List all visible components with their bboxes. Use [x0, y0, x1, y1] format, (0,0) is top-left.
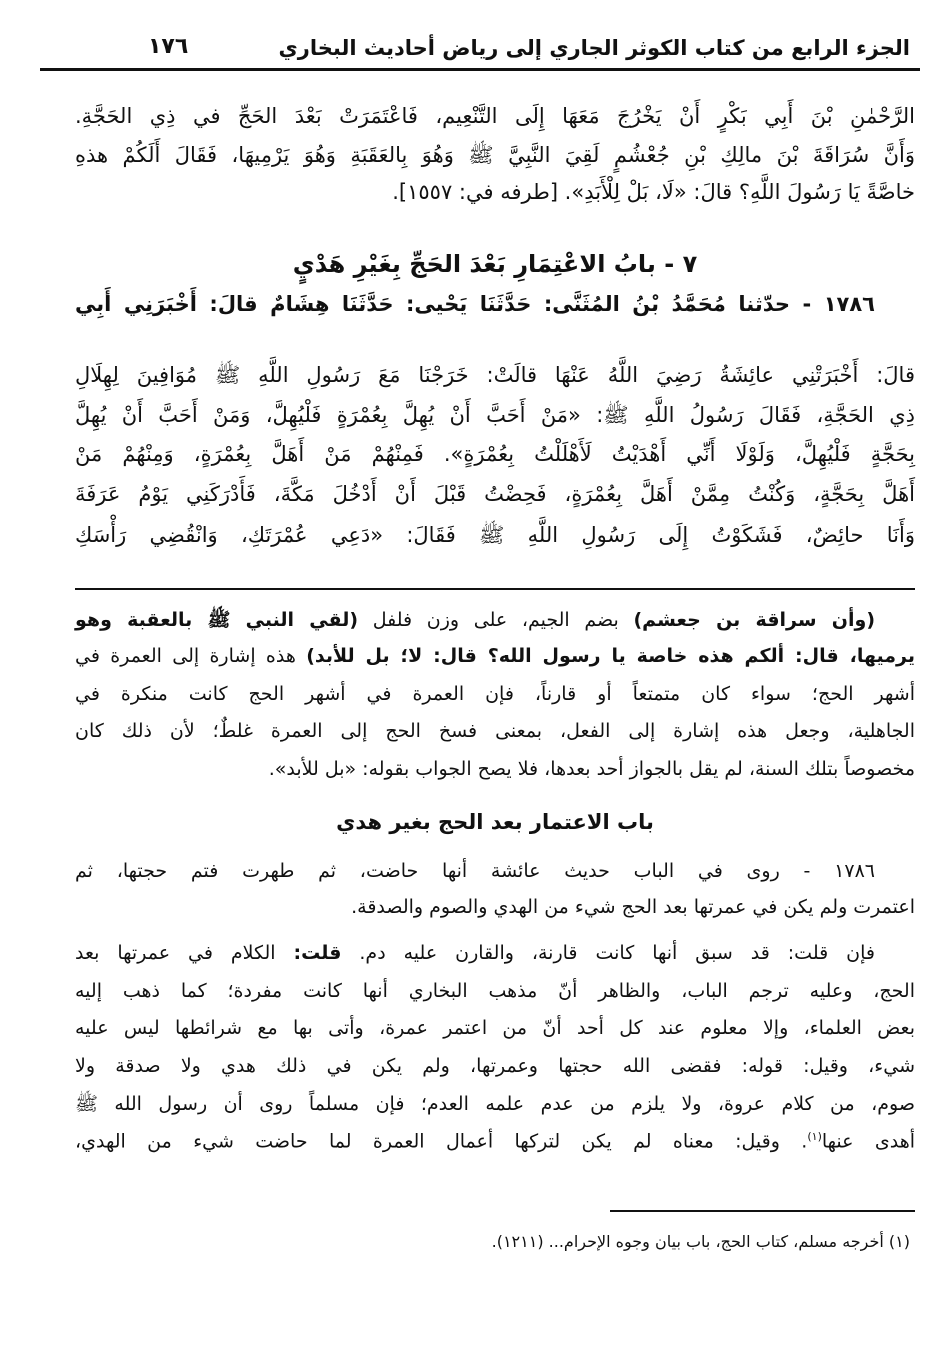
footnote-1: (١) أخرجه مسلم، كتاب الحج، باب بيان وجوه الإحرام... (١٢١١).: [491, 1232, 910, 1251]
commentary-line: [75, 683, 915, 705]
text: . وقيل: معناه لم يكن لتركها أعمال العمرة لما حاضت شيء من الهدي،: [75, 1130, 808, 1153]
bold-text: ١٧٨٦ - حدّثنا مُحَمَّدُ بْنُ المُثَنَّى: حَدَّثَنَا يَحْيى: حَدَّثَنَا هِشَامٌ قالَ: أَخْبَرَنِي أَبِي: [75, 292, 875, 316]
commentary-line: [75, 1017, 915, 1039]
commentary-line: [75, 896, 915, 918]
text: اعتمرت ولم يكن في عمرتها بعد الحج شيء من الهدي والصوم والصدقة.: [351, 896, 915, 918]
bold-text: (وأن سراقة بن جعشم): [633, 609, 876, 631]
text: ١٧٨٦ - روى في الباب حديث عائشة أنها حاضت، ثم طهرت فتم حجتها، ثم: [75, 860, 875, 882]
text: قالَ: أَخْبَرَتْنِي عائِشَةُ رَضِيَ اللَّهُ عَنْهَا قالَتْ: خَرَجْنَا مَعَ رَسُولِ اللَّهِ ﷺ مُوَافِينَ لِهِلَالِ: [75, 363, 915, 387]
matn-line: [75, 142, 915, 173]
hadith-line: [75, 292, 915, 316]
commentary-line: [75, 608, 915, 636]
hadith-line: [75, 442, 915, 466]
text: بعض العلماء، وإلا معلوم عند كل أحد أنّ من اعتمر عمرة، وأتى بها مع شرائطها ليس عليه: [75, 1017, 915, 1039]
header-rule: [40, 68, 920, 71]
commentary-line: [75, 758, 915, 780]
text: أهدى عنها: [821, 1130, 915, 1153]
commentary-line: [75, 645, 915, 667]
commentary-line: [75, 860, 915, 882]
text: الجاهلية، وجعل هذه إشارة إلى الفعل، بمعنى فسخ الحج إلى العمرة غلطٌ؛ لأن ذلك كان: [75, 720, 915, 742]
text: فإن قلت: قد سبق أنها كانت قارنة، والقارن عليه دم.: [341, 942, 875, 964]
footnote-rule: [610, 1210, 915, 1212]
text: أشهر الحج؛ سواء كان متمتعاً أو قارناً، فإن العمرة في أشهر الحج كانت منكرة في: [75, 683, 915, 705]
bold-text: يرميها، قال: ألكم هذه خاصة يا رسول الله؟ قال: لا؛ بل للأبد): [306, 645, 915, 667]
matn-line: [75, 180, 915, 204]
text: أَهَلَّ بِحَجَّةٍ، وَكُنْتُ مِمَّنْ أَهَلَّ بِعُمْرَةٍ، فَحِضْتُ قَبْلَ أَنْ أَدْخُلَ مَكَّةَ، فَأَدْرَكَنِي يَوْمُ عَرَفَةَ: [75, 482, 915, 506]
bold-text: (لقي النبي ﷺ بالعقبة وهو: [75, 609, 359, 631]
text: بِحَجَّةٍ فَلْيُهِلَّ، وَلَوْلَا أَنِّي أَهْدَيْتُ لَأَهْلَلْتُ بِعُمْرَةٍ». فَمِنْهُمْ مَنْ أَهَلَّ بِعُمْرَةٍ، وَمِنْهُمْ مَنْ: [75, 442, 915, 466]
text: صوم، من كلام عروة، ولا يلزم من عدم علمه العدم؛ فإن مسلماً روى أن رسول الله ﷺ: [75, 1093, 915, 1115]
text: خاصَّةً يَا رَسُولَ اللَّهِ؟ قالَ: «لَا، بَلْ لِلْأَبَدِ». [طرفه في: ١٥٥٧].: [392, 180, 915, 204]
hadith-line: [75, 362, 915, 393]
commentary-line: [75, 720, 915, 742]
text: وَأَنَّ سُرَاقَةَ بْنَ مالِكِ بْنِ جُعْشُمٍ لَقِيَ النَّبِيَّ ﷺ وَهُوَ بِالعَقَبَةِ وَهُوَ يَرْمِيهَا، فَقَالَ أَلَكُمْ هذهِ: [75, 143, 915, 167]
text: وَأَنَا حائِضٌ، فَشَكَوْتُ إِلَى رَسُولِ اللَّهِ ﷺ فَقَالَ: «دَعِي عُمْرَتَكِ، وَانْقُضِي رَأْسَكِ: [75, 523, 915, 547]
text: مخصوصاً بتلك السنة، لم يقل بالجواز أحد بعدها، فلا يصح الجواب بقوله: «بل للأبد».: [268, 758, 915, 780]
text: الكلام في عمرتها بعد: [75, 942, 294, 964]
commentary-line: [75, 942, 915, 964]
text: ذِي الحَجَّةِ، فَقَالَ رَسُولُ اللَّهِ ﷺ: «مَنْ أَحَبَّ أَنْ يُهِلَّ بِعُمْرَةٍ فَلْيُهِلَّ، وَمَنْ أَحَبَّ أَنْ يُهِلَّ: [75, 403, 915, 427]
hadith-line: [75, 402, 915, 433]
text: الرَّحْمٰنِ بْنَ أَبِي بَكْرٍ أَنْ يَخْرُجَ مَعَهَا إِلَى التَّنْعِيم، فَاعْتَمَرَتْ بَعْدَ الحَجِّ في ذِي الحَجَّةِ.: [75, 104, 915, 128]
commentary-line: [75, 1130, 915, 1152]
commentary-heading: باب الاعتمار بعد الحج بغير هدي: [336, 810, 654, 834]
commentary-line: [75, 1055, 915, 1077]
chapter-heading: ٧ - بابُ الاعْتِمَارِ بَعْدَ الحَجِّ بِغَيْرِ هَدْيٍ: [292, 250, 698, 278]
page-number: ١٧٦: [148, 34, 189, 59]
matn-commentary-divider: [75, 588, 915, 590]
hadith-line: [75, 482, 915, 506]
text: هذه إشارة إلى العمرة في: [75, 645, 307, 667]
matn-line: [75, 104, 915, 128]
footnote-ref[interactable]: (١): [807, 1130, 822, 1143]
hadith-line: [75, 522, 915, 553]
bold-text: قلت:: [293, 942, 342, 964]
running-title: الجزء الرابع من كتاب الكوثر الجاري إلى رياض أحاديث البخاري: [278, 36, 910, 60]
text: بضم الجيم، على وزن فلفل: [358, 609, 634, 631]
text: الحج، وعليه ترجم الباب، والظاهر أنّ مذهب البخاري أنها كانت مفردة؛ كما ذهب إليه: [75, 980, 915, 1002]
commentary-line: [75, 1092, 915, 1120]
text: شيء، وقيل: قوله: فقضى الله حجتها وعمرتها، ولم يكن في ذلك هدي ولا صدقة ولا: [75, 1055, 915, 1077]
commentary-line: [75, 980, 915, 1002]
